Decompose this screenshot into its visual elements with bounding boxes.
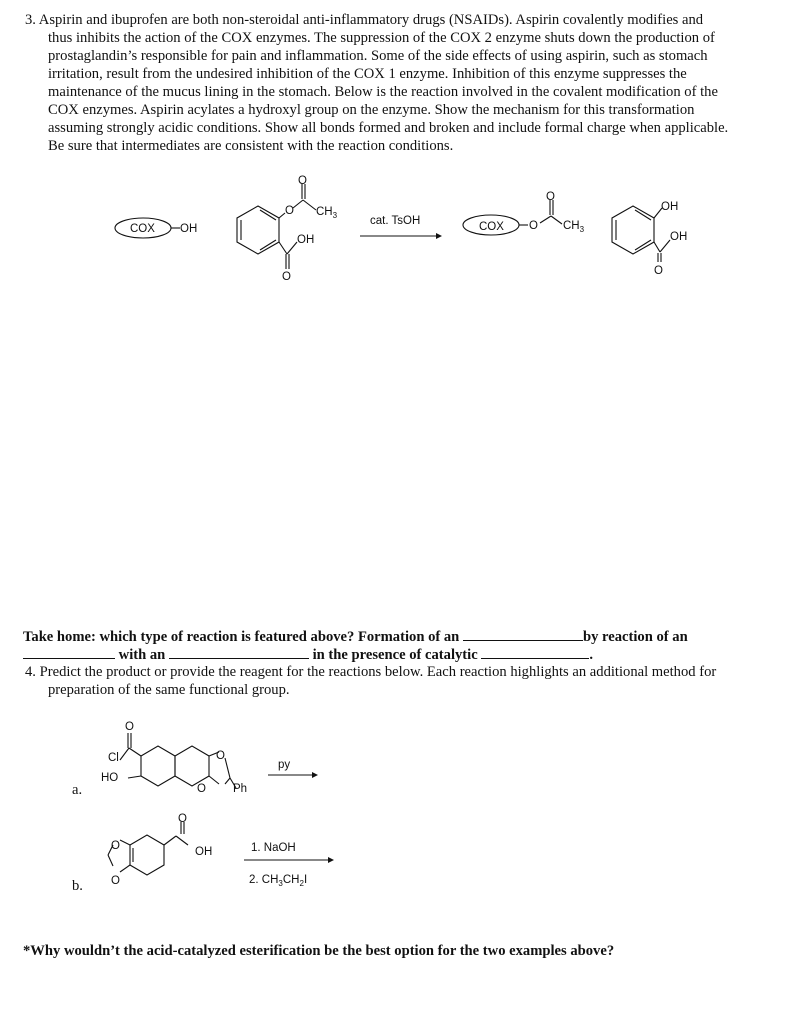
b-carbonyl-o: O [178,813,187,825]
q3-number: 3. [25,12,36,28]
star-question: *Why wouldn’t the acid-catalyzed esterification be the best option for the two examples above? [23,943,615,959]
takehome-period: . [589,647,594,663]
q3-line-6: COX enzymes. Aspirin acylates a hydroxyl group on the enzyme. Show the mechanism for this transformation [48,102,695,118]
reaction-b-label: b. [72,878,83,894]
b-step2: 2. $CH_3CH_2I$ [249,874,308,888]
b-o-bottom: O [111,875,120,887]
cox-label: COX [130,223,155,235]
salicylic-phenol-oh: OH [661,201,679,213]
a-ph: Ph [233,783,248,795]
a-cl: Cl [108,752,119,764]
a-ring-o-bottom: O [197,783,206,795]
b-o-top: O [111,840,120,852]
aspirin-acid-o: O [282,271,291,283]
a-ring-o-top: O [216,750,225,762]
cox-oh: OH [180,223,198,235]
aspirin-oh: OH [297,234,315,246]
cox-product-label: COX [479,221,504,233]
takehome-part3: with an [118,647,166,663]
product-ch3: $CH_3$ [563,220,585,234]
q4-line-2: preparation of the same functional group. [48,682,290,698]
a-ho: HO [101,772,119,784]
q3-line-5: maintenance of the mucus lining in the stomach. Below is the reaction involved in the covalent modification of the [48,84,718,100]
q3-line-8: Be sure that intermediates are consistent with the reaction conditions. [48,138,454,154]
a-reagent: py [278,759,291,771]
q4-text-1: Predict the product or provide the reagent for the reactions below. Each reaction highlights an additional method for [39,664,717,680]
q3-line-2: thus inhibits the action of the COX enzymes. The suppression of the COX 2 enzyme shuts down the production of [48,30,715,46]
product-carbonyl-o: O [546,191,555,203]
q3-text-1: Aspirin and ibuprofen are both non-steroidal anti-inflammatory drugs (NSAIDs). Aspirin covalently modifies and [38,12,704,28]
product-ester-o: O [529,220,538,232]
aspirin-ester-o: O [285,205,294,217]
salicylic-acid-oh: OH [670,231,688,243]
b-oh: OH [195,846,213,858]
b-step1: 1. NaOH [251,842,296,854]
q3-line-7: assuming strongly acidic conditions. Show all bonds formed and broken and include formal charge when applicable. [48,120,729,136]
q3-line-4: irritation, result from the undesired inhibition of the COX 1 enzyme. Inhibition of this enzyme suppresses the [48,66,687,82]
a-carbonyl-o: O [125,721,134,733]
takehome-part4: in the presence of catalytic [312,647,478,663]
q3-line-3: prostaglandin’s responsible for pain and inflammation. Some of the side effects of using aspirin, such as stomach [48,48,708,64]
takehome-part1: Take home: which type of reaction is featured above? Formation of an [23,629,460,645]
aspirin-ch3: $CH_3$ [316,206,338,220]
reaction-a-label: a. [72,782,83,798]
takehome-part2: by reaction of an [582,629,688,645]
q4-number: 4. [25,664,36,680]
salicylic-carbonyl-o: O [654,265,663,277]
reagent-tsoh: cat. TsOH [370,215,421,227]
aspirin-carbonyl-o: O [298,175,307,187]
